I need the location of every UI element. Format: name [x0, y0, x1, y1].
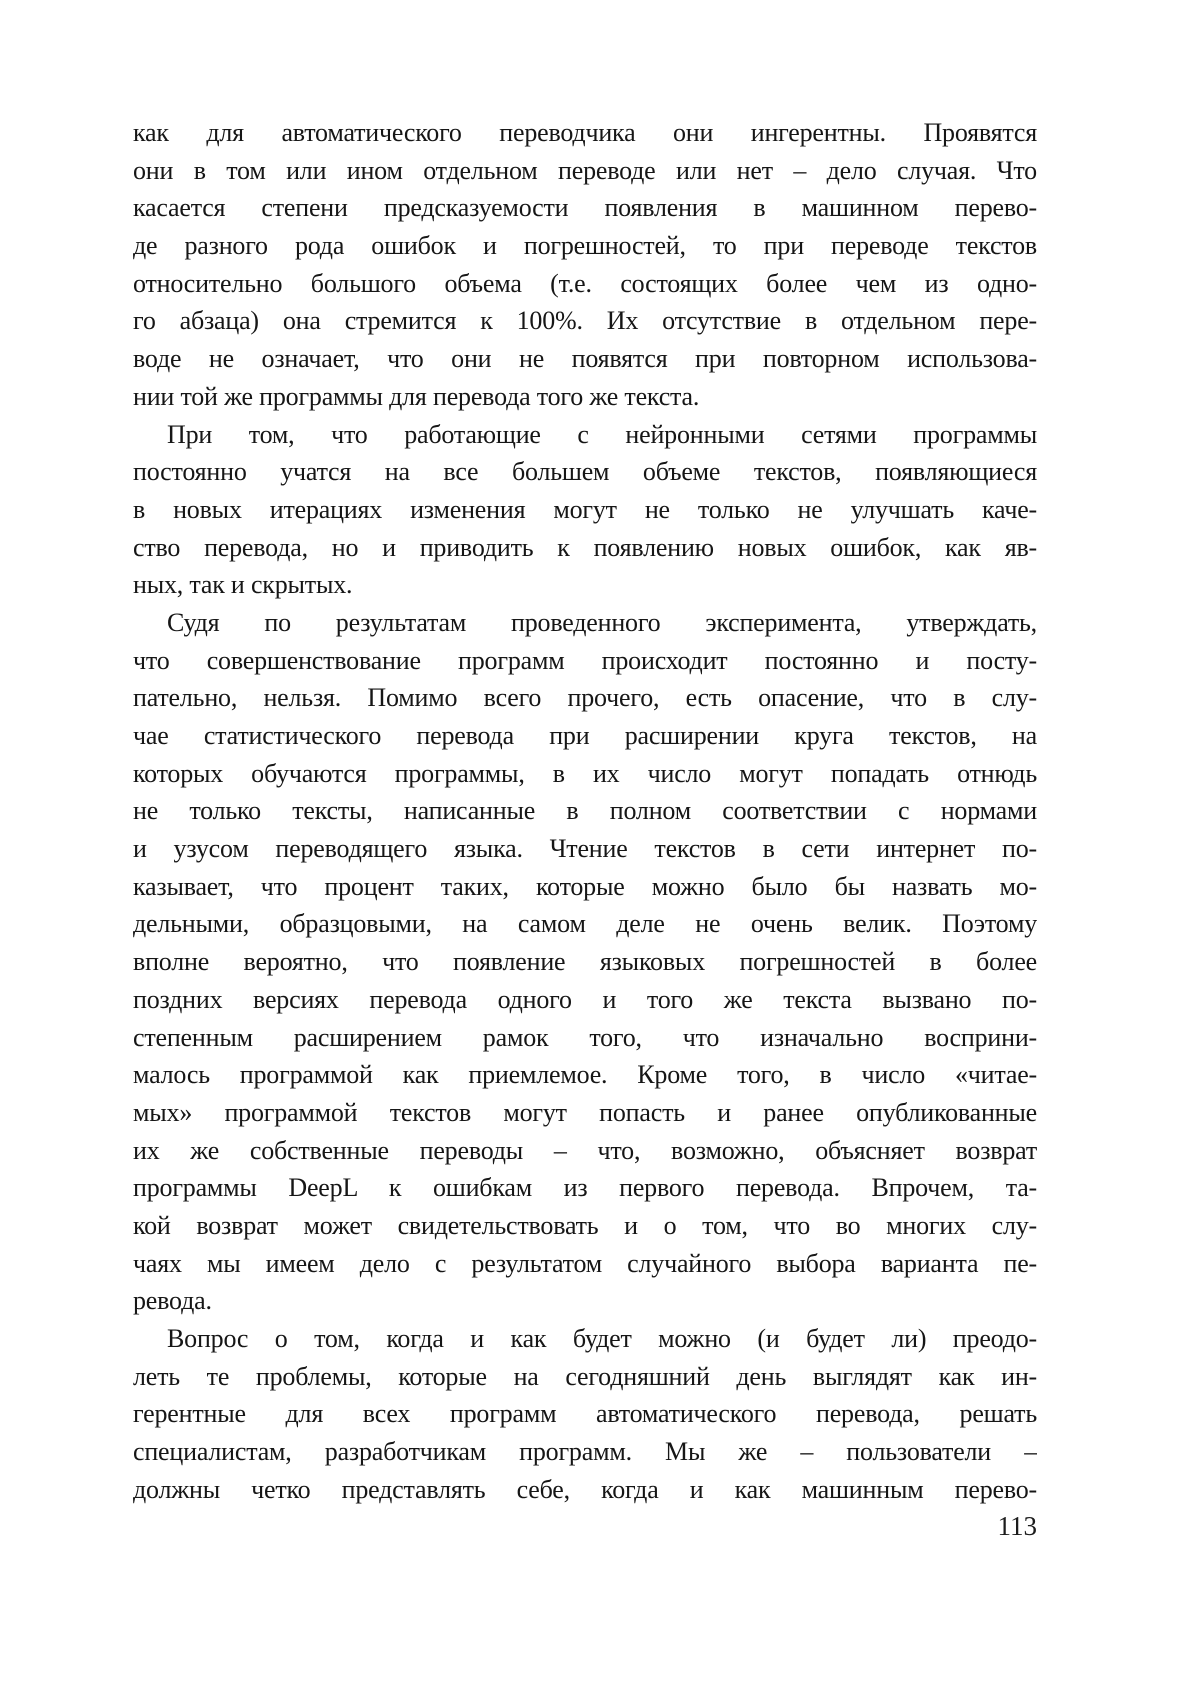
- text-line: ство перевода, но и приводить к появлению новых ошибок, как яв-: [133, 532, 1037, 562]
- paragraph: [133, 1320, 1037, 1508]
- text-line: вполне вероятно, что появление языковых погрешностей в более: [133, 947, 1037, 977]
- text-line: относительно большого объема (т.е. состоящих более чем из одно-: [133, 268, 1037, 298]
- text-line: де разного рода ошибок и погрешностей, то при переводе текстов: [133, 231, 1037, 261]
- text-block: [133, 114, 1037, 1508]
- text-line: поздних версиях перевода одного и того же текста вызвано по-: [133, 984, 1037, 1014]
- text-line: их же собственные переводы – что, возможно, объясняет возврат: [133, 1135, 1037, 1165]
- text-line: ревода.: [133, 1286, 212, 1316]
- text-line: дельными, образцовыми, на самом деле не очень велик. Поэтому: [133, 909, 1037, 939]
- text-line: в новых итерациях изменения могут не только не улучшать каче-: [133, 494, 1037, 524]
- text-line: Судя по результатам проведенного эксперимента, утверждать,: [167, 607, 1037, 637]
- text-line: казывает, что процент таких, которые можно было бы назвать мо-: [133, 871, 1037, 901]
- text-line: При том, что работающие с нейронными сетями программы: [167, 419, 1037, 449]
- text-line: не только тексты, написанные в полном соответствии с нормами: [133, 796, 1037, 826]
- text-line: малось программой как приемлемое. Кроме того, в число «читае-: [133, 1060, 1037, 1090]
- text-line: специалистам, разработчикам программ. Мы же – пользователи –: [133, 1437, 1037, 1467]
- text-line: которых обучаются программы, в их число могут попадать отнюдь: [133, 758, 1037, 788]
- text-line: Вопрос о том, когда и как будет можно (и будет ли) преодо-: [167, 1324, 1037, 1353]
- text-line: касается степени предсказуемости появления в машинном перево-: [133, 193, 1037, 223]
- text-line: мых» программой текстов могут попасть и ранее опубликованные: [133, 1097, 1037, 1127]
- text-line: леть те проблемы, которые на сегодняшний день выглядят как ин-: [133, 1361, 1037, 1391]
- paragraph: [133, 416, 1037, 604]
- text-line: они в том или ином отдельном переводе или нет – дело случая. Что: [133, 155, 1037, 185]
- text-line: программы DeepL к ошибкам из первого перевода. Впрочем, та-: [133, 1173, 1037, 1203]
- paragraph: [133, 604, 1037, 1320]
- text-line: ных, так и скрытых.: [133, 570, 353, 600]
- page-number: 113: [997, 1511, 1037, 1541]
- text-line: степенным расширением рамок того, что изначально восприни-: [133, 1022, 1037, 1052]
- text-line: что совершенствование программ происходит постоянно и посту-: [133, 645, 1037, 675]
- text-line: воде не означает, что они не появятся при повторном использова-: [133, 344, 1037, 374]
- paragraph: [133, 114, 1037, 416]
- text-line: постоянно учатся на все большем объеме текстов, появляющиеся: [133, 457, 1037, 487]
- text-line: пательно, нельзя. Помимо всего прочего, есть опасение, что в слу-: [133, 683, 1037, 713]
- text-line: чаях мы имеем дело с результатом случайного выбора варианта пе-: [133, 1248, 1037, 1278]
- text-line: го абзаца) она стремится к 100%. Их отсутствие в отдельном пере-: [133, 306, 1037, 336]
- text-line: как для автоматического переводчика они ингерентны. Проявятся: [133, 118, 1037, 147]
- text-line: чае статистического перевода при расширении круга текстов, на: [133, 721, 1037, 750]
- text-line: герентные для всех программ автоматического перевода, решать: [133, 1399, 1037, 1429]
- text-line: кой возврат может свидетельствовать и о том, что во многих слу-: [133, 1210, 1037, 1240]
- text-line: должны четко представлять себе, когда и как машинным перево-: [133, 1474, 1037, 1504]
- text-line: и узусом переводящего языка. Чтение текстов в сети интернет по-: [133, 834, 1037, 864]
- text-line: нии той же программы для перевода того же текста.: [133, 381, 700, 411]
